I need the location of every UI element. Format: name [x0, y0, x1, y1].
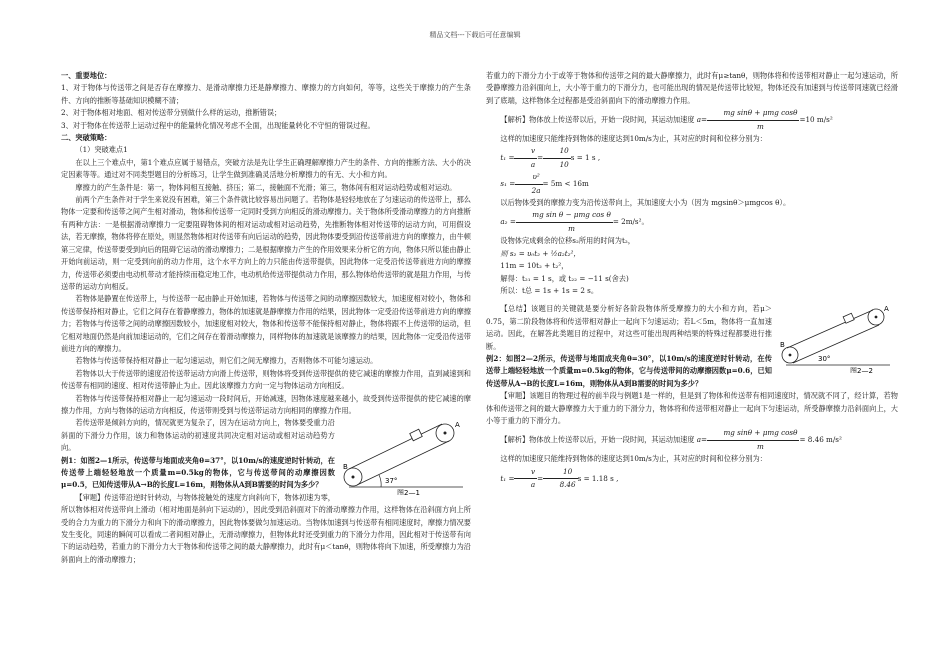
label-a: A — [884, 305, 889, 314]
angle-label: 37° — [385, 477, 398, 486]
example-1: 例1：如图2—1所示，传送带与地面成夹角θ=37°，以10m/s的速度逆时针转动，在传送带上端轻轻地放一个质量m=0.5kg的物体，它与传送带间的动摩擦因数μ=0.5，已知传送带从A→B的长度L=16m，则物体从A到B需要的时间为多少？ — [61, 455, 335, 490]
paragraph: 若重力的下滑分力小于或等于物体和传送带之间的最大静摩擦力，此时有μ≥tanθ，则物体将和传送带相对静止一起匀速运动，所受静摩擦力沿斜面向上，大小等于重力的下滑分力，也可能出现的情况是传送带比较短，物体还没有加速到与传送带同速就已经滑到了底端，这样物体全过程都是受沿斜面向下的滑动摩擦力作用。 — [486, 71, 898, 105]
paragraph: 设物体完成剩余的位移s₂所用的时间为t₂， — [500, 236, 635, 246]
paragraph: 若物体是静置在传送带上，与传送带一起由静止开始加速，若物体与传送带之间的动摩擦因数较大，加速度相对较小，物体和传送带保持相对静止，它们之间存在着静摩擦力，物体的加速就是静摩擦力作用的结果，因此物体一定受沿传送带前进方向的摩擦力；若物体与传送带之间的动摩擦因数较小，加速度相对较大，物体和传送带不能保持相对静止，物体将跟不上传送带的运动，但它相对地面仍然是向前加速运动的，它们之间存在着滑动摩擦力，同样物体的加速就是该摩擦力的结果，因此物体一定受沿传送带前进方向的摩擦力。 — [61, 294, 471, 353]
fraction: $\frac{\text{mg sinθ + μmg cosθ}}{m}$ — [707, 107, 799, 133]
summary: 【总结】该题目的关键就是要分析好各阶段物体所受摩擦力的大小和方向，若μ＞0.75，第二阶段物体将和传送带相对静止一起向下匀速运动；若L＜5m，物体将一直加速运动。因此，在解答此类题目的过程中，对这些可能出现两种结果的特殊过程都要进行推断。 — [486, 304, 772, 351]
label-b: B — [343, 463, 348, 472]
figure-caption: 图2—1 — [397, 489, 420, 496]
formula-t1: t₁ = $\frac{v}{a}$ = $\frac{10}{10}$ s = 1 s , — [500, 146, 601, 169]
paragraph: 这样的加速度只能维持到物体的速度达到10m/s为止，其对应的时间和位移分别为： — [500, 454, 767, 464]
analysis-1: 【解析】物体放上传送带以后，开始一段时间，其运动加速度 a= $\frac{\text{mg sinθ + μmg cosθ}}{m}$ =10 m/s² — [486, 107, 898, 133]
paragraph: 这样的加速度只能维持到物体的速度达到10m/s为止，其对应的时间和位移分别为： — [500, 134, 767, 144]
paragraph: 以后物体受到的摩擦力变为沿传送带向上，其加速度大小为（因为 mgsinθ＞μmgcos θ）。 — [500, 198, 791, 208]
analysis-2: 【解析】物体放上传送带以后，开始一段时间，其运动加速度 a= $\frac{\text{mg sinθ + μmg cosθ}}{m}$ = 8.46 m/s² — [500, 428, 842, 451]
example1-block — [61, 417, 471, 496]
formula-a2: a₂ = $\frac{\text{mg sin θ − μmg cos θ}}{m}$ = 2m/s²。 — [500, 210, 649, 233]
figure-caption: 图2—2 — [850, 367, 873, 374]
figure-2-1 — [341, 417, 471, 495]
paragraph: 2、对于物体相对地面、相对传送带分别做什么样的运动，推断错误； — [61, 108, 282, 118]
example-2: 例2：如图2—2所示，传送带与地面成夹角θ=30°，以10m/s的速度逆时针转动，在传送带上端轻轻地放一个质量m=0.5kg的物体，它与传送带间的动摩擦因数μ=0.6，已知传送带从A→B的长度L=16m，则物体从A到B需要的时间为多少？ — [486, 353, 772, 388]
paragraph: 摩擦力的产生条件是：第一，物体间相互接触、挤压；第二，接触面不光滑；第三，物体间有相对运动趋势或相对运动。 — [75, 182, 457, 192]
paragraph: 前两个产生条件对于学生来说没有困难，第三个条件就比较容易出问题了。若物体是轻轻地放在了匀速运动的传送带上，那么物体一定要和传送带之间产生相对滑动，物体和传送带一定同时受到方向相反的滑动摩擦力。关于物体所受滑动摩擦力的方向推断有两种方法：一是根据滑动摩擦力一定要阻碍物体间的相对运动或相对运动趋势，先推断物体相对传送带的运动方向，可用假设法，若无摩擦，物体将停在原处，则显然物体相对传送带有向后运动的趋势，因此物体要受到沿传送带前进方向的摩擦力，由牛顿第三定律，传送带要受到向后的阻碍它运动的滑动摩擦力；二是根据摩擦力产生的作用效果来分析它的方向，物体只所以能由静止开始向前运动，则一定受到向前的动力作用，这个水平方向上的力只能由传送带提供，因此物体一定受沿传送带前进方向的摩擦力，传送带必须要由电动机带动才能持续而稳定地工作，电动机给传送带提供动力作用，那么物体给传送带的就是阻力作用，与传送带的运动方向相反。 — [61, 195, 471, 291]
formula-s1: s₁ = $\frac{\text{υ²}}{2a}$ = 5m < 16m — [500, 172, 589, 195]
section-heading-importance: 一、重要地位： — [61, 71, 112, 80]
paragraph: 1、对于物体与传送带之间是否存在摩擦力、是滑动摩擦力还是静摩擦力、摩擦力的方向如何，等等，这些关于摩擦力的产生条件、方向的推断等基础知识模糊不清； — [61, 83, 471, 105]
angle-label: 30° — [818, 355, 831, 364]
left-column — [61, 70, 471, 566]
paragraph: 【审题】传送带沿逆时针转动，与物体接触处的速度方向斜向下，物体初速为零，所以物体相对传送带向上滑动（相对地面是斜向下运动的），因此受到沿斜面对下的滑动摩擦力作用，这样物体在沿斜面方向上所受的合力为重力的下滑分力和向下的滑动摩擦力，因此物体要做匀加速运动。当物体加速到与传送带有相同速度时，摩擦力情况要发生变化，同速的瞬间可以看成二者间相对静止，无滑动摩擦力，但物体此时还受到重力的下滑分力作用，因此相对于传送带有向下的运动趋势，若重力的下滑分力大于物体和传送带之间的最大静摩擦力，此时有μ＜tanθ，则物体将向下加速，所受摩擦力为沿斜面向上的滑动摩擦力； — [61, 492, 471, 564]
paragraph: 在以上三个难点中，第1个难点应属于易错点，突破方法是先让学生正确理解摩擦力产生的条件、方向的推断方法、大小的决定因素等等。通过对不同类型题目的分析练习，让学生做到准确灵活地分析摩擦力的有无、大小和方向。 — [61, 157, 471, 180]
paragraph: 若传送带是倾斜方向的，情况就更为复杂了，因为在运动方向上，物体要受重力沿斜面的下滑分力作用，该力和物体运动的初速度共同决定相对运动或相对运动趋势方向。 — [61, 418, 335, 453]
page-header: 精品文档---下载后可任意编辑 — [429, 31, 521, 39]
formula-quadratic: 11m = 10t₂ + t₂²， — [500, 261, 569, 271]
section-heading-strategy: 二、突破策略： — [61, 133, 112, 143]
paragraph: 若物体以大于传送带的速度沿传送带运动方向滑上传送带，则物体将受到传送带提供的使它减速的摩擦力作用，直到减速到和传送带有相同的速度、相对传送带静止为止。因此该摩擦力方向一定与物体运动方向相反。 — [61, 368, 471, 391]
label-b: B — [780, 341, 785, 350]
formula-s2: 则 s₂ = υ₀t₂ + ½a₂t₂²， — [500, 248, 581, 258]
formula-t1-ex2: t₁ = $\frac{v}{a}$ = $\frac{10}{8.46}$ s = 1.18 s , — [500, 466, 619, 489]
example2-block — [486, 303, 898, 390]
figure-2-2 — [778, 303, 898, 373]
paragraph: 3、对于物体在传送带上运动过程中的能量转化情况考虑不全面，出现能量转化不守恒的错误过程。 — [61, 120, 375, 130]
formula-solution: 解得：t₂₁ = 1 s，或 t₂₂ = −11 s(舍去) — [500, 273, 629, 283]
paragraph: （1）突破难点1 — [75, 145, 128, 155]
paragraph: 若物体与传送带保持相对静止一起匀速运动，则它们之间无摩擦力，否则物体不可能匀速运动。 — [75, 356, 378, 366]
right-column — [486, 70, 898, 491]
paragraph: 【审题】该题目的物理过程的前半段与例题1是一样的，但是到了物体和传送带有相同速度时，情况就不同了，经计算，若物体和传送带之间的最大静摩擦力大于重力的下滑分力，物体将和传送带相对静止一起向下匀速运动，所受静摩擦力沿斜面向上，大小等于重力的下滑分力。 — [486, 391, 898, 425]
label-a: A — [455, 421, 460, 430]
formula-total: 所以：t总 = 1s + 1s = 2 s。 — [500, 285, 599, 295]
paragraph: 若物体与传送带保持相对静止一起匀速运动一段时间后，开始减速，因物体速度越来越小，故受到传送带提供的使它减速的摩擦力作用，方向与物体的运动方向相反，传送带则受到与传送带运动方向相同的摩擦力作用。 — [61, 393, 471, 415]
